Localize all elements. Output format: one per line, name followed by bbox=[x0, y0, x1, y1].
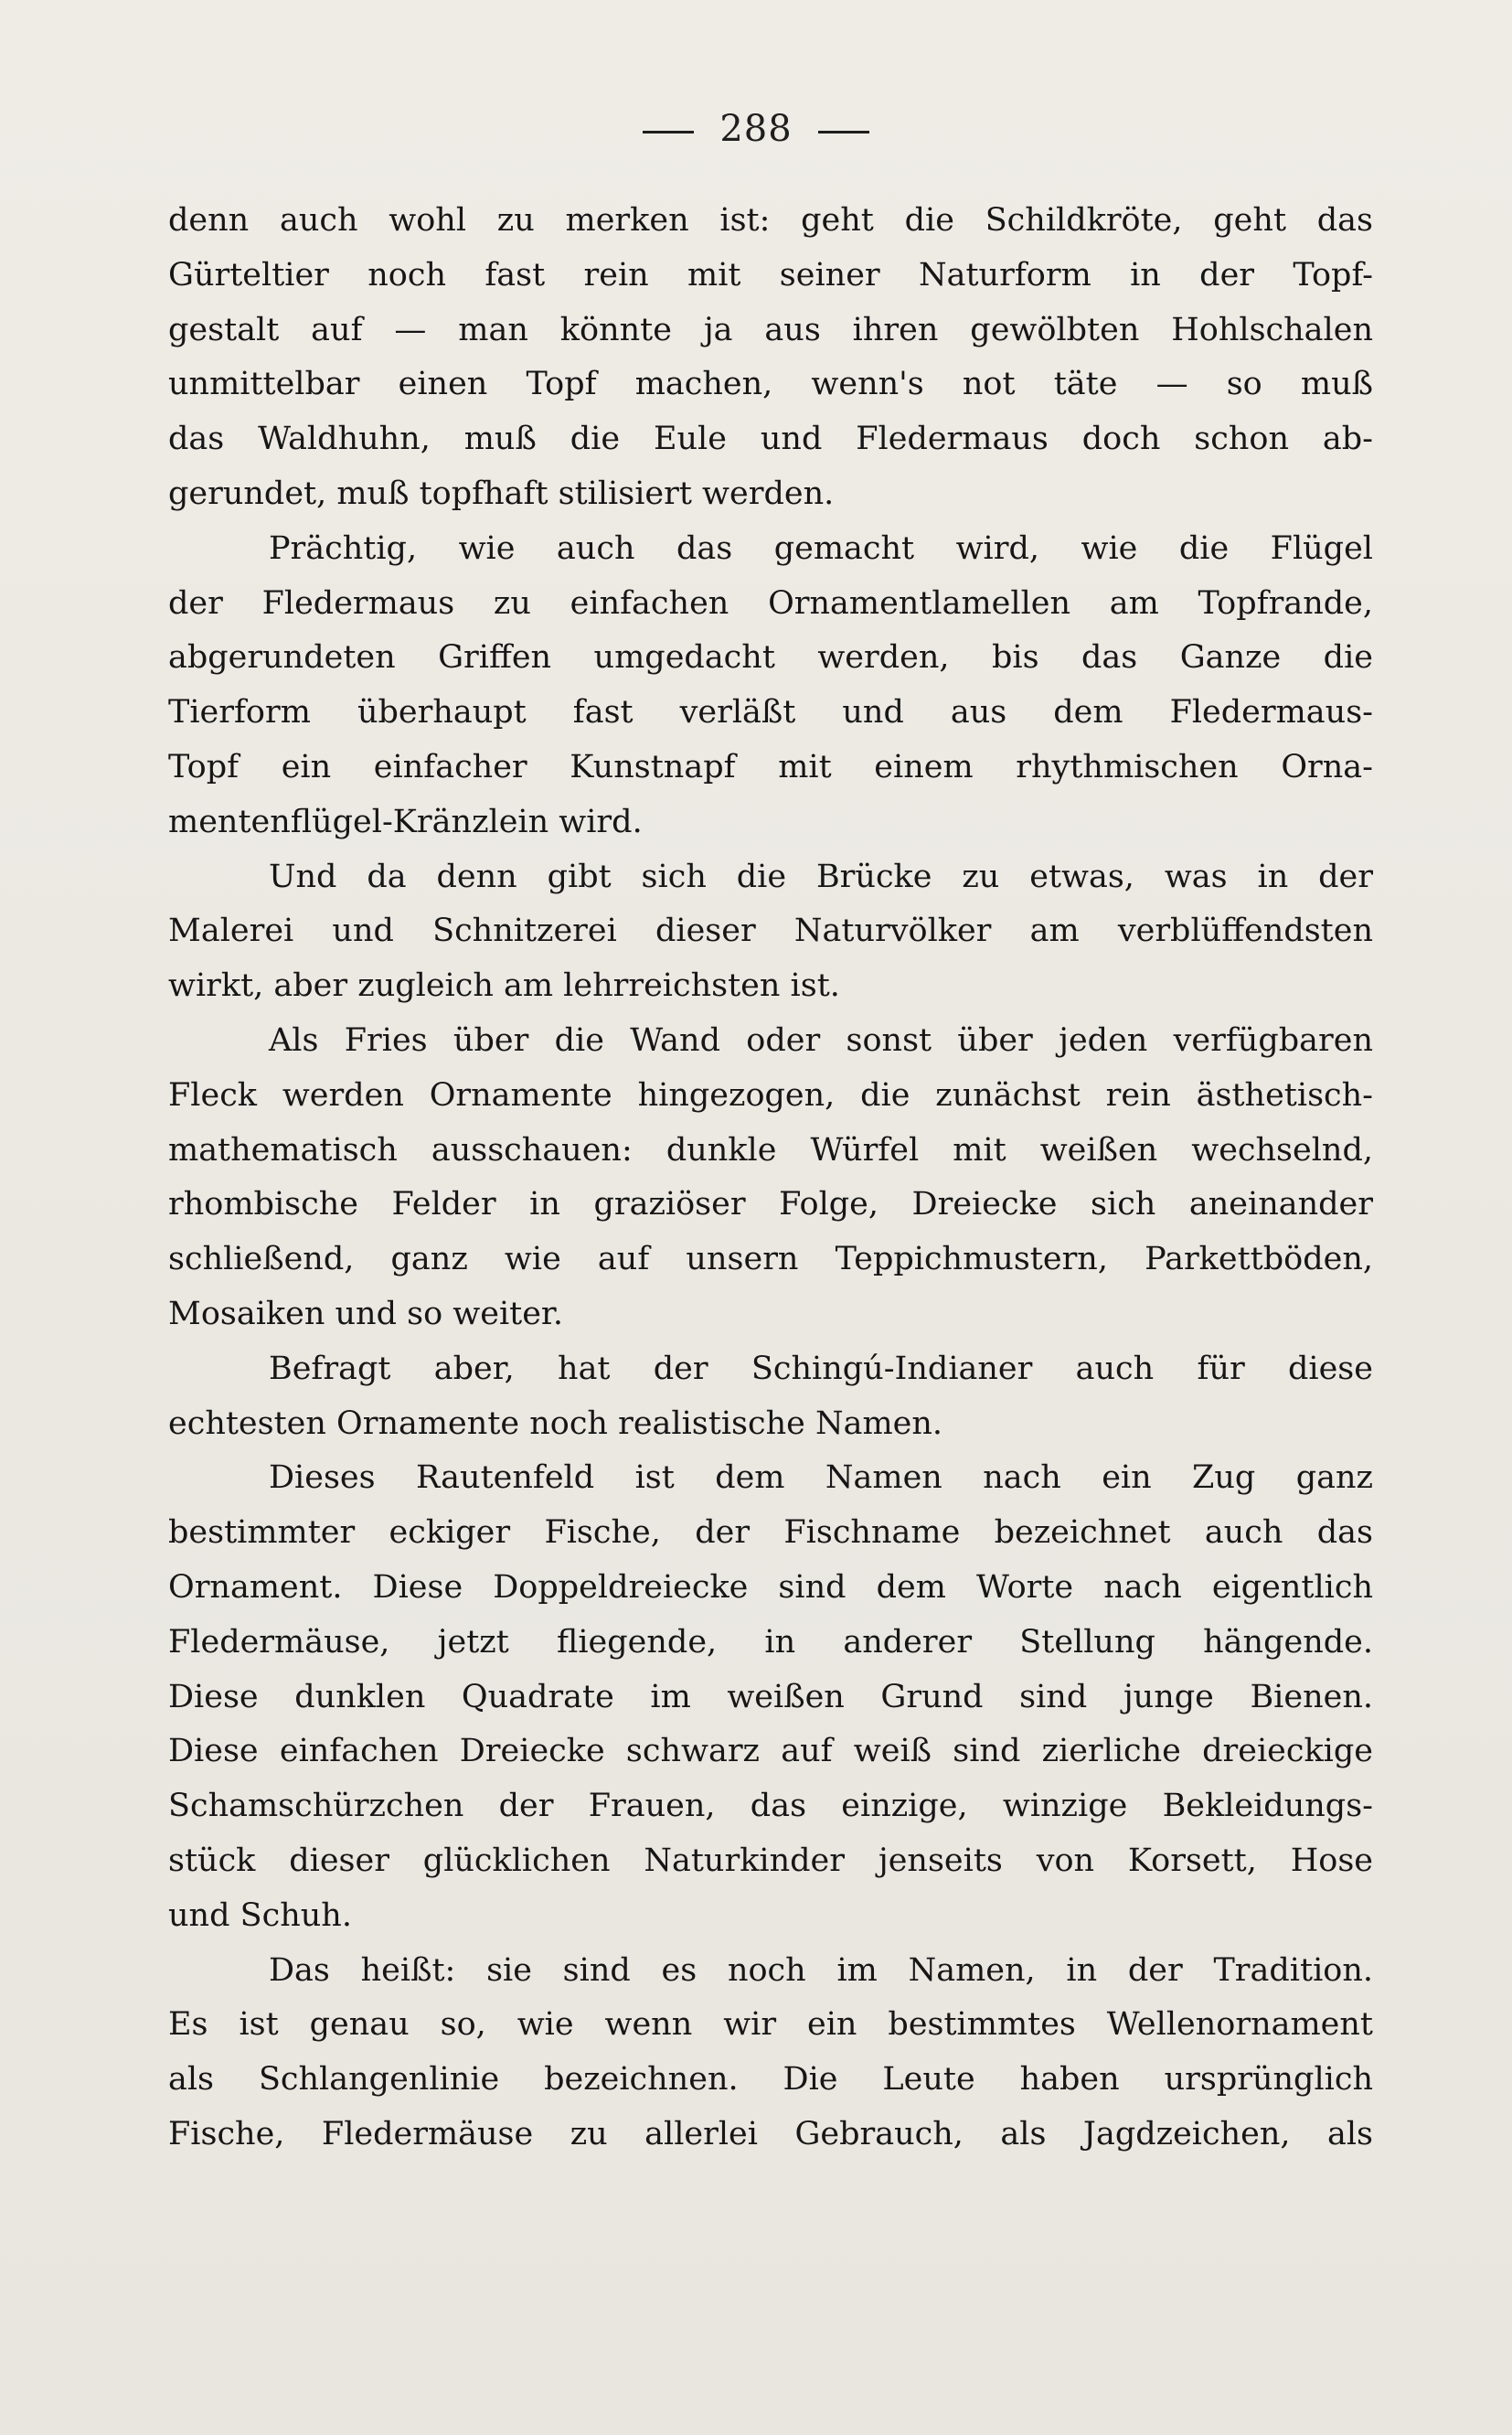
paragraph bbox=[168, 522, 1373, 850]
text-line: rhombische Felder in graziöser Folge, Dreiecke sich aneinander bbox=[168, 1186, 1373, 1223]
text-line: Schamschürzchen der Frauen, das einzige, winzige Bekleidungs- bbox=[168, 1788, 1373, 1825]
text-line: Mosaiken und so weiter. bbox=[168, 1295, 563, 1332]
text-line: unmittelbar einen Topf machen, wenn's not täte — so muß bbox=[168, 366, 1373, 403]
text-line: und Schuh. bbox=[168, 1896, 352, 1934]
text-line: Prächtig, wie auch das gemacht wird, wie die Flügel bbox=[269, 529, 1373, 567]
text-line: stück dieser glücklichen Naturkinder jenseits von Korsett, Hose bbox=[168, 1842, 1373, 1879]
text-line: Fische, Fledermäuse zu allerlei Gebrauch, als Jagdzeichen, als bbox=[168, 2115, 1373, 2152]
paragraph bbox=[168, 850, 1373, 1014]
folio-dash-right bbox=[818, 131, 869, 133]
text-line: bestimmter eckiger Fische, der Fischname bezeichnet auch das bbox=[168, 1514, 1373, 1552]
text-line: Befragt aber, hat der Schingú-Indianer auch für diese bbox=[269, 1350, 1373, 1387]
text-line: mathematisch ausschauen: dunkle Würfel mit weißen wechselnd, bbox=[168, 1131, 1373, 1169]
text-line: als Schlangenlinie bezeichnen. Die Leute haben ursprünglich bbox=[168, 2061, 1373, 2099]
text-line: abgerundeten Griffen umgedacht werden, bis das Ganze die bbox=[168, 639, 1373, 677]
text-line: das Waldhuhn, muß die Eule und Fledermaus doch schon ab- bbox=[168, 421, 1373, 458]
text-line: der Fledermaus zu einfachen Ornamentlamellen am Topfrande, bbox=[168, 584, 1373, 622]
paragraph bbox=[168, 1451, 1373, 1943]
text-line: wirkt, aber zugleich am lehrreichsten ist. bbox=[168, 967, 840, 1005]
text-line: Tierform überhaupt fast verläßt und aus dem Fledermaus- bbox=[168, 694, 1373, 732]
text-line: Gürteltier noch fast rein mit seiner Naturform in der Topf- bbox=[168, 256, 1373, 294]
text-line: echtesten Ornamente noch realistische Namen. bbox=[168, 1404, 943, 1442]
body-text bbox=[168, 194, 1373, 2163]
text-line: mentenflügel-Kränzlein wird. bbox=[168, 803, 643, 840]
text-line: Und da denn gibt sich die Brücke zu etwas, was in der bbox=[269, 858, 1373, 895]
text-line: Fledermäuse, jetzt fliegende, in anderer Stellung hängende. bbox=[168, 1623, 1373, 1661]
paragraph bbox=[168, 1342, 1373, 1452]
paragraph bbox=[168, 1014, 1373, 1342]
page-number bbox=[0, 108, 1512, 150]
paragraph bbox=[168, 194, 1373, 522]
text-line: Diese einfachen Dreiecke schwarz auf weiß sind zierliche dreieckige bbox=[168, 1733, 1373, 1770]
text-line: Es ist genau so, wie wenn wir ein bestimmtes Wellenornament bbox=[168, 2006, 1373, 2044]
text-line: Topf ein einfacher Kunstnapf mit einem rhythmischen Orna- bbox=[168, 748, 1373, 785]
text-line: gestalt auf — man könnte ja aus ihren gewölbten Hohlschalen bbox=[168, 311, 1373, 348]
text-line: Diese dunklen Quadrate im weißen Grund sind junge Bienen. bbox=[168, 1678, 1373, 1715]
paragraph bbox=[168, 1944, 1373, 2163]
folio-dash-left bbox=[643, 131, 694, 133]
text-line: denn auch wohl zu merken ist: geht die Schildkröte, geht das bbox=[168, 202, 1373, 239]
page-number-text: 288 bbox=[719, 108, 793, 150]
text-line: Ornament. Diese Doppeldreiecke sind dem Worte nach eigentlich bbox=[168, 1568, 1373, 1606]
text-line: Als Fries über die Wand oder sonst über jeden verfügbaren bbox=[269, 1021, 1373, 1059]
text-line: gerundet, muß topfhaft stilisiert werden. bbox=[168, 475, 835, 512]
text-line: Das heißt: sie sind es noch im Namen, in der Tradition. bbox=[269, 1951, 1373, 1989]
text-line: Fleck werden Ornamente hingezogen, die zunächst rein ästhetisch- bbox=[168, 1076, 1373, 1114]
text-line: schließend, ganz wie auf unsern Teppichmustern, Parkettböden, bbox=[168, 1241, 1373, 1278]
text-line: Malerei und Schnitzerei dieser Naturvölker am verblüffendsten bbox=[168, 913, 1373, 950]
text-line: Dieses Rautenfeld ist dem Namen nach ein Zug ganz bbox=[269, 1459, 1373, 1497]
